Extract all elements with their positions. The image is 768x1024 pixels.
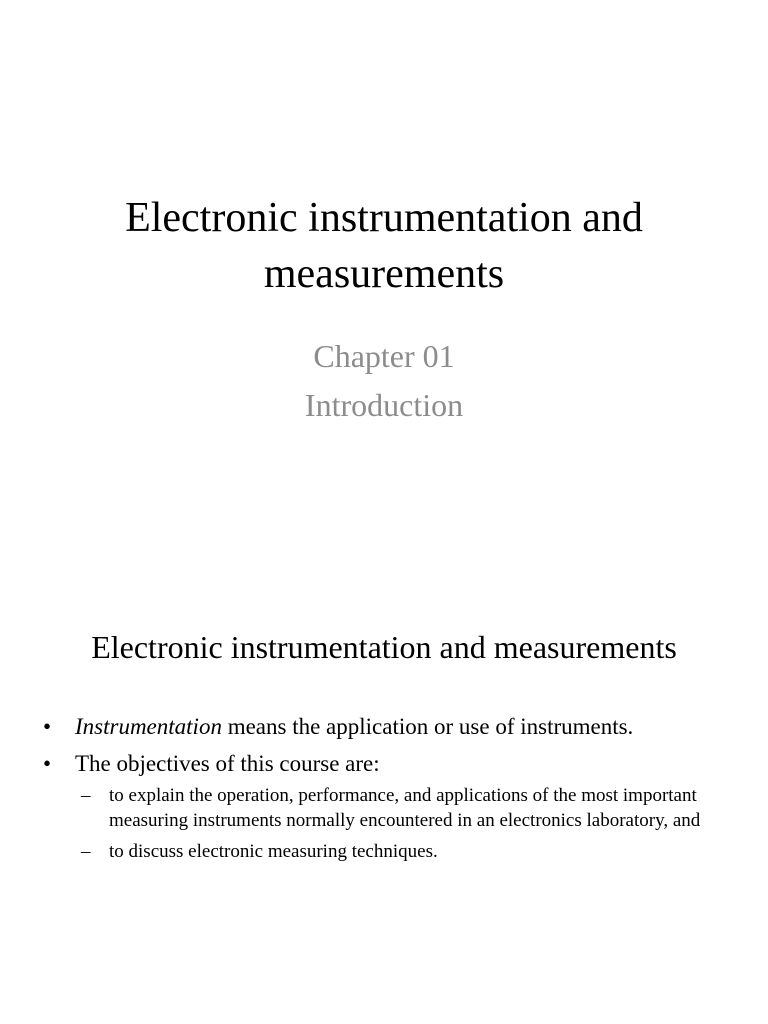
slide-subtitle bbox=[40, 332, 728, 430]
bullet-icon: • bbox=[43, 714, 52, 739]
content-slide bbox=[0, 512, 768, 1024]
title-line-1: Electronic instrumentation and bbox=[125, 195, 643, 241]
dash-icon: – bbox=[81, 785, 91, 806]
content-slide-title: Electronic instrumentation and measurements bbox=[91, 629, 677, 665]
instrumentation-term: Instrumentation bbox=[75, 714, 222, 739]
bullet-text: The objectives of this course are: bbox=[75, 751, 380, 776]
sub-list-item bbox=[75, 839, 730, 864]
title-line-2: measurements bbox=[263, 251, 505, 297]
list-item bbox=[40, 749, 730, 864]
sub-bullet-list bbox=[75, 783, 730, 864]
section-label: Introduction bbox=[304, 387, 464, 423]
slide-title bbox=[40, 190, 728, 302]
dash-icon: – bbox=[81, 841, 91, 862]
list-item bbox=[40, 712, 730, 742]
chapter-label: Chapter 01 bbox=[313, 338, 455, 374]
bullet-list bbox=[40, 712, 730, 871]
sub-bullet-text: to discuss electronic measuring techniques. bbox=[109, 841, 438, 862]
sub-bullet-text: to explain the operation, performance, and applications of the most important measuring instruments normally encountered in an electronics laboratory, and bbox=[109, 785, 701, 831]
sub-list-item bbox=[75, 783, 730, 833]
bullet-icon: • bbox=[43, 751, 52, 776]
bullet-text: means the application or use of instruments. bbox=[221, 714, 634, 739]
